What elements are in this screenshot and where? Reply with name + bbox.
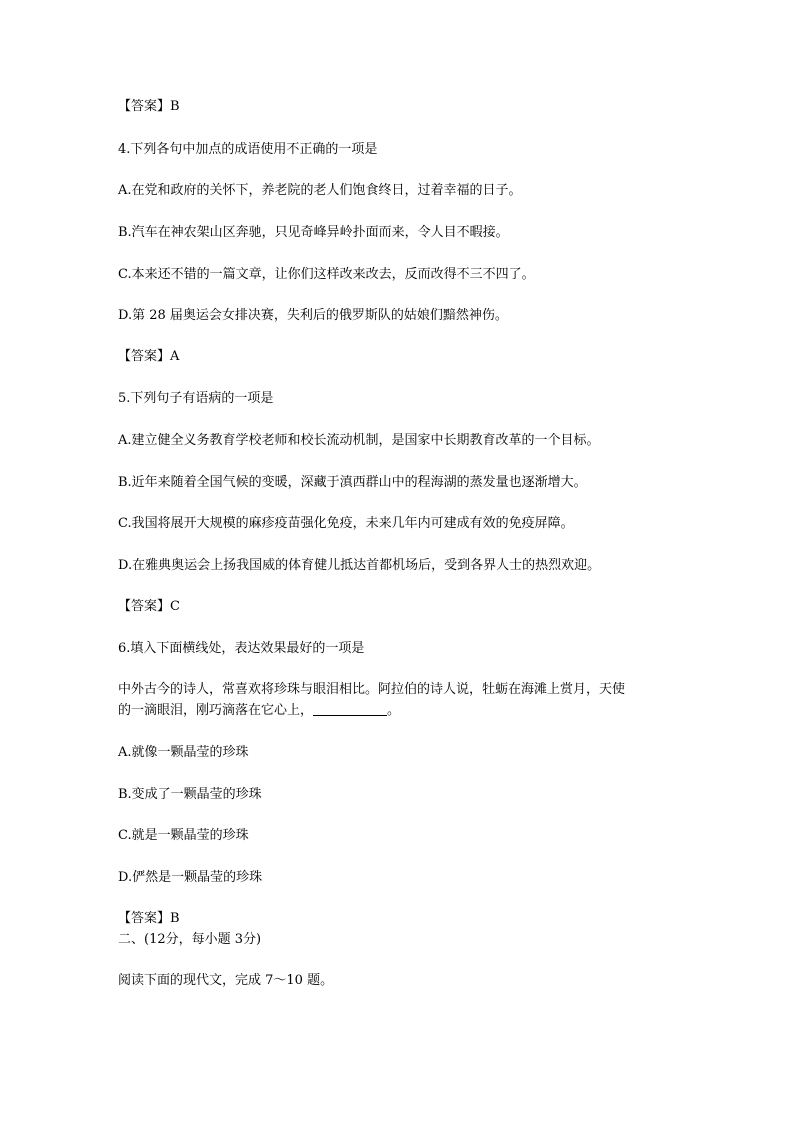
- answer-q3: 【答案】B: [118, 99, 180, 114]
- section-2-instruction: 阅读下面的现代文，完成 7～10 题。: [118, 973, 334, 988]
- question-4-option-d: D.第 28 届奥运会女排决赛，失利后的俄罗斯队的姑娘们黯然神伤。: [118, 308, 508, 323]
- question-6-option-d: D.俨然是一颗晶莹的珍珠: [118, 870, 263, 885]
- question-5-option-d: D.在雅典奥运会上扬我国威的体育健儿抵达首都机场后，受到各界人士的热烈欢迎。: [118, 558, 601, 573]
- question-6-passage-line-1: 中外古今的诗人，常喜欢将珍珠与眼泪相比。阿拉伯的诗人说，牡蛎在海滩上赏月，天使: [118, 682, 626, 697]
- question-6-option-b: B.变成了一颗晶莹的珍珠: [118, 787, 262, 802]
- question-5-option-b: B.近年来随着全国气候的变暖，深藏于滇西群山中的程海湖的蒸发量也逐渐增大。: [118, 475, 587, 490]
- section-2-heading: 二、(12分，每小题 3分): [118, 932, 262, 947]
- passage-end: 。: [387, 703, 401, 718]
- question-4-option-a: A.在党和政府的关怀下，养老院的老人们饱食终日，过着幸福的日子。: [118, 183, 522, 198]
- question-5-stem: 5.下列句子有语病的一项是: [118, 391, 274, 406]
- answer-q5: 【答案】C: [118, 599, 180, 614]
- answer-q6: 【答案】B: [118, 911, 180, 926]
- question-6-option-c: C.就是一颗晶莹的珍珠: [118, 828, 249, 843]
- question-4-option-c: C.本来还不错的一篇文章，让你们这样改来改去，反而改得不三不四了。: [118, 267, 535, 282]
- question-4-stem: 4.下列各句中加点的成语使用不正确的一项是: [118, 142, 378, 157]
- question-5-option-c: C.我国将展开大规模的麻疹疫苗强化免疫，未来几年内可建成有效的免疫屏障。: [118, 516, 574, 531]
- question-4-option-b: B.汽车在神农架山区奔驰，只见奇峰异岭扑面而来，令人目不暇接。: [118, 225, 509, 240]
- fill-in-blank: [313, 701, 387, 716]
- question-6-option-a: A.就像一颗晶莹的珍珠: [118, 745, 249, 760]
- passage-text: 的一滴眼泪，刚巧滴落在它心上，: [118, 703, 314, 718]
- answer-q4: 【答案】A: [118, 349, 180, 364]
- question-6-passage-line-2: [118, 701, 400, 721]
- question-6-stem: 6.填入下面横线处，表达效果最好的一项是: [118, 641, 365, 656]
- question-5-option-a: A.建立健全义务教育学校老师和校长流动机制，是国家中长期教育改革的一个目标。: [118, 433, 600, 448]
